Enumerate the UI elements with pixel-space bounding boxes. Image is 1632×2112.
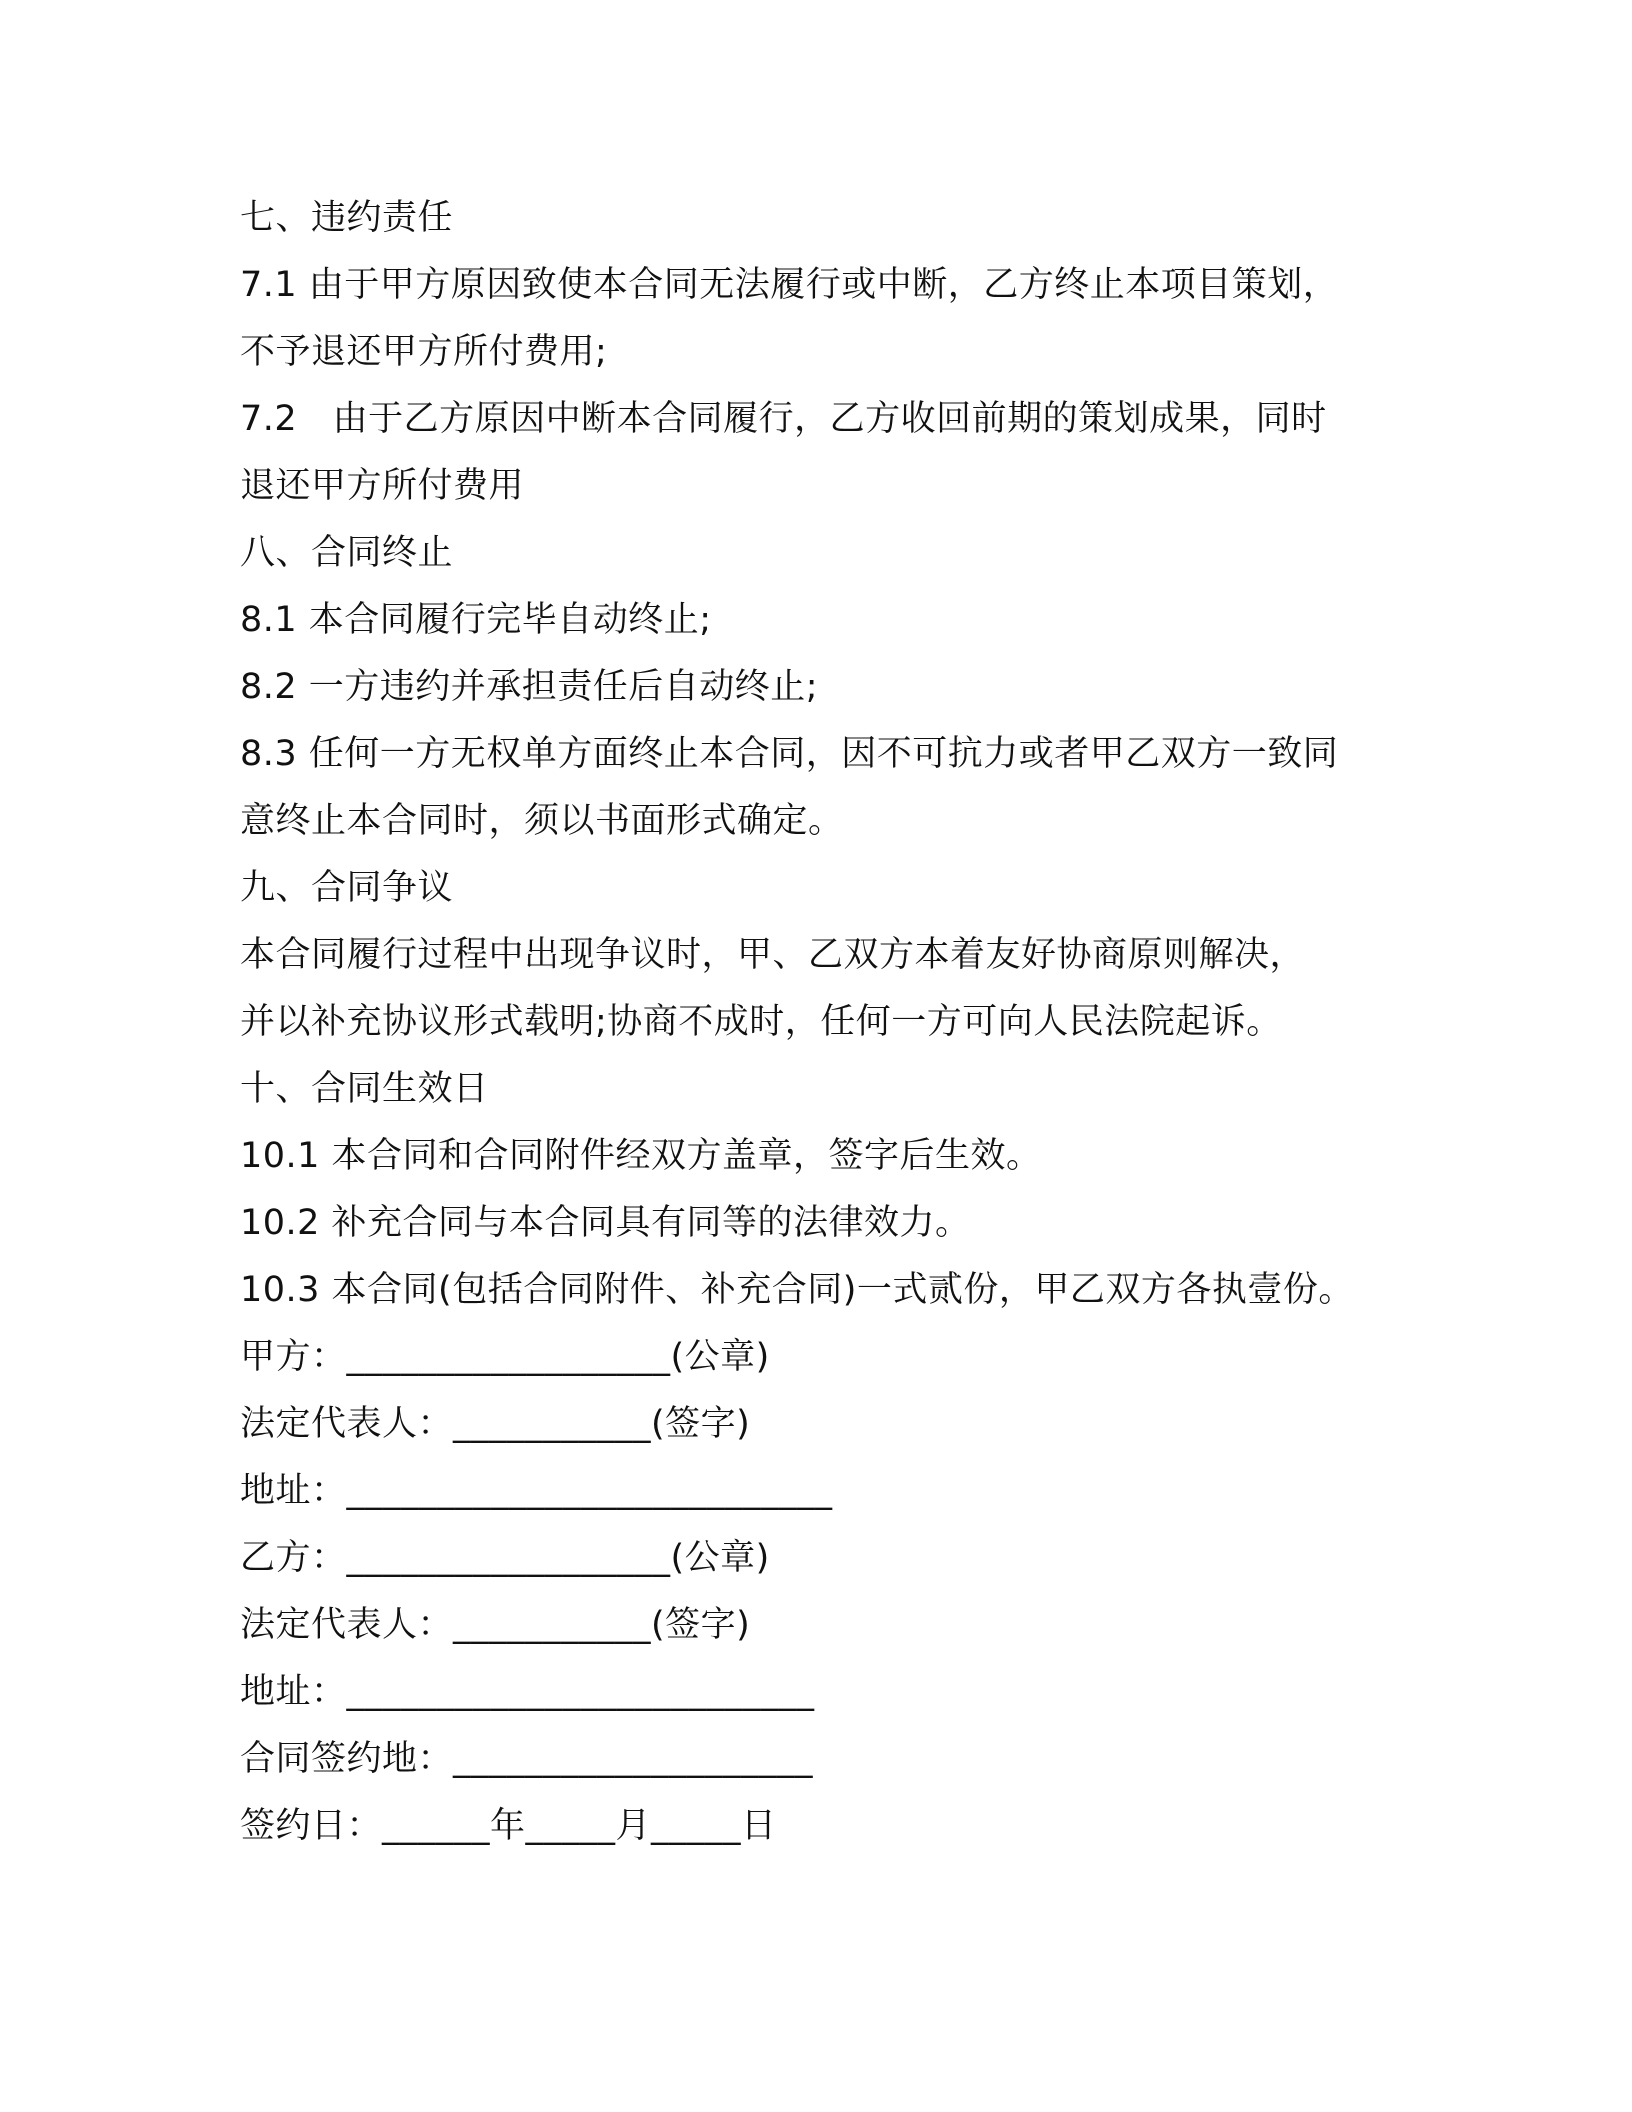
party-a-address-field: 地址：___________________________ (240, 1471, 833, 1511)
party-b-address-field: 地址：__________________________ (240, 1672, 815, 1712)
clause-8-2: 8.2 一方违约并承担责任后自动终止; (240, 667, 819, 707)
clause-7-1: 7.1 由于甲方原因致使本合同无法履行或中断，乙方终止本项目策划， (240, 265, 1339, 305)
signing-place-field: 合同签约地：____________________ (240, 1739, 814, 1779)
clause-8-3-cont: 意终止本合同时，须以书面形式确定。 (240, 801, 844, 841)
party-a-seal-field: 甲方：__________________(公章) (240, 1337, 770, 1377)
clause-10-1: 10.1 本合同和合同附件经双方盖章，签字后生效。 (240, 1136, 1042, 1176)
section-heading-effective-date: 十、合同生效日 (240, 1069, 489, 1109)
section-heading-termination: 八、合同终止 (240, 533, 454, 573)
clause-8-3: 8.3 任何一方无权单方面终止本合同，因不可抗力或者甲乙双方一致同 (240, 734, 1339, 774)
clause-7-1-cont: 不予退还甲方所付费用; (240, 332, 608, 372)
party-a-representative-field: 法定代表人：___________(签字) (240, 1404, 751, 1444)
clause-10-3: 10.3 本合同(包括合同附件、补充合同)一式贰份，甲乙双方各执壹份。 (240, 1270, 1354, 1310)
section-heading-dispute: 九、合同争议 (240, 868, 454, 908)
clause-8-1: 8.1 本合同履行完毕自动终止; (240, 600, 712, 640)
section-heading-breach: 七、违约责任 (240, 198, 454, 238)
party-b-representative-field: 法定代表人：___________(签字) (240, 1605, 751, 1645)
clause-7-2: 7.2 由于乙方原因中断本合同履行，乙方收回前期的策划成果，同时 (240, 399, 1327, 439)
dispute-text-cont: 并以补充协议形式载明;协商不成时，任何一方可向人民法院起诉。 (240, 1002, 1282, 1042)
contract-text (240, 185, 1400, 1860)
clause-10-2: 10.2 补充合同与本合同具有同等的法律效力。 (240, 1203, 971, 1243)
party-b-seal-field: 乙方：__________________(公章) (240, 1538, 770, 1578)
signing-date-field: 签约日：______年_____月_____日 (240, 1806, 777, 1846)
clause-7-2-cont: 退还甲方所付费用 (240, 466, 525, 506)
dispute-text: 本合同履行过程中出现争议时，甲、乙双方本着友好协商原则解决， (240, 935, 1306, 975)
